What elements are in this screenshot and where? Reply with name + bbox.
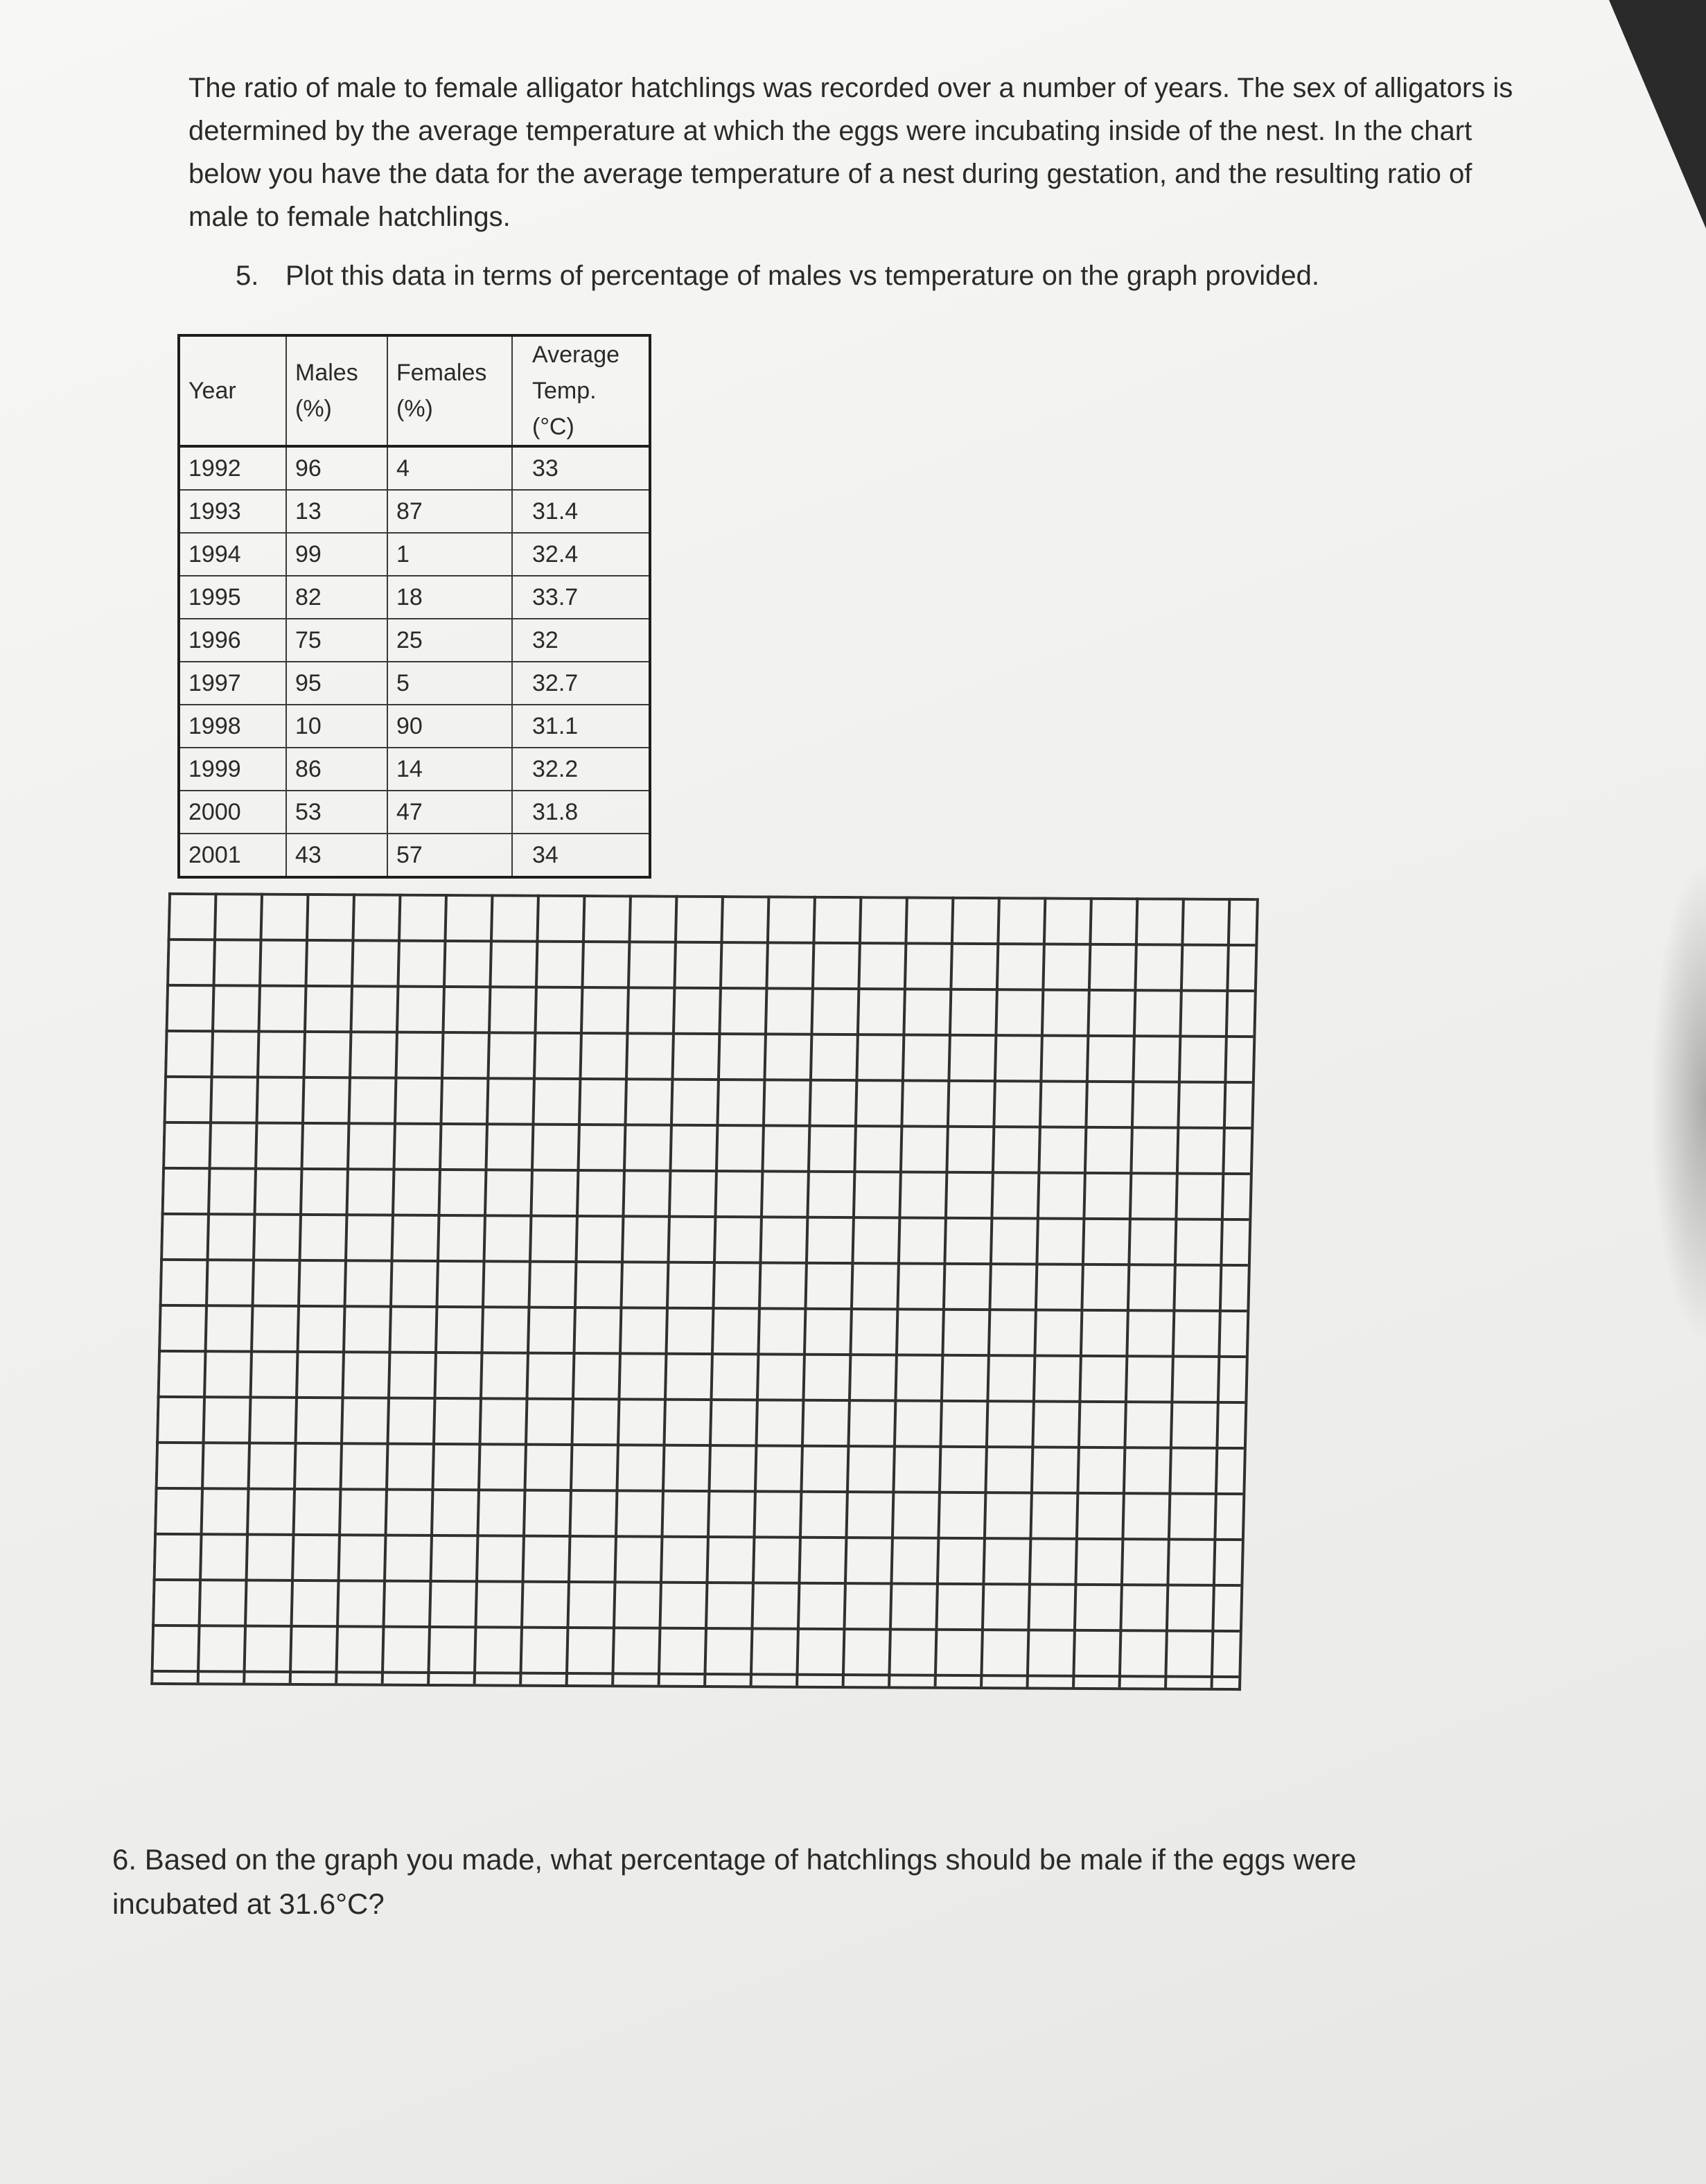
cell-year: 1996	[179, 619, 286, 662]
header-females: Females (%)	[387, 335, 512, 446]
cell-year: 1993	[179, 490, 286, 533]
cell-males: 82	[286, 576, 387, 619]
question-5	[236, 261, 1319, 292]
cell-temp: 33	[512, 446, 650, 490]
table-row	[179, 705, 650, 748]
cell-temp: 32	[512, 619, 650, 662]
cell-males: 75	[286, 619, 387, 662]
question-5-text: Plot this data in terms of percentage of males vs temperature on the graph provided.	[285, 261, 1319, 291]
table-row	[179, 533, 650, 576]
cell-females: 4	[387, 446, 512, 490]
cell-temp: 34	[512, 834, 650, 877]
table-row	[179, 446, 650, 490]
hatchling-data-table	[177, 334, 651, 879]
cell-year: 2000	[179, 791, 286, 834]
cell-temp: 31.1	[512, 705, 650, 748]
cell-females: 14	[387, 748, 512, 791]
cell-females: 87	[387, 490, 512, 533]
cell-males: 43	[286, 834, 387, 877]
cell-males: 53	[286, 791, 387, 834]
table-row	[179, 490, 650, 533]
cell-males: 13	[286, 490, 387, 533]
cell-year: 1997	[179, 662, 286, 705]
cell-males: 10	[286, 705, 387, 748]
cell-males: 86	[286, 748, 387, 791]
header-males: Males (%)	[286, 335, 387, 446]
cell-females: 1	[387, 533, 512, 576]
cell-temp: 32.4	[512, 533, 650, 576]
table-row	[179, 576, 650, 619]
cell-females: 57	[387, 834, 512, 877]
cell-temp: 31.4	[512, 490, 650, 533]
header-temp: Average Temp. (°C)	[512, 335, 650, 446]
cell-females: 5	[387, 662, 512, 705]
cell-males: 99	[286, 533, 387, 576]
cell-year: 1999	[179, 748, 286, 791]
cell-year: 2001	[179, 834, 286, 877]
header-year: Year	[179, 335, 286, 446]
table-row	[179, 662, 650, 705]
cell-males: 95	[286, 662, 387, 705]
cell-females: 18	[387, 576, 512, 619]
finger-shadow	[1651, 859, 1706, 1344]
cell-females: 25	[387, 619, 512, 662]
background-corner	[1609, 0, 1706, 229]
cell-temp: 31.8	[512, 791, 650, 834]
cell-temp: 33.7	[512, 576, 650, 619]
table-row	[179, 834, 650, 877]
cell-temp: 32.7	[512, 662, 650, 705]
blank-graph-grid[interactable]	[150, 892, 1259, 1691]
cell-temp: 32.2	[512, 748, 650, 791]
intro-paragraph: The ratio of male to female alligator hatchlings was recorded over a number of years. The sex of alligators is determined by the average temperature at which the eggs were incubating inside of the nest. In the chart below you have the data for the average temperature of a nest during gestation, and the resulting ratio of male to female hatchlings.	[188, 73, 1513, 232]
table-row	[179, 791, 650, 834]
table-body	[179, 446, 650, 877]
table-header-row	[179, 335, 650, 446]
question-5-number: 5.	[236, 261, 259, 291]
cell-females: 47	[387, 791, 512, 834]
cell-year: 1992	[179, 446, 286, 490]
cell-year: 1998	[179, 705, 286, 748]
question-6: 6. Based on the graph you made, what percentage of hatchlings should be male if the eggs were incubated at 31.6°C?	[112, 1843, 1357, 1920]
cell-year: 1994	[179, 533, 286, 576]
table-row	[179, 619, 650, 662]
cell-females: 90	[387, 705, 512, 748]
cell-males: 96	[286, 446, 387, 490]
table-row	[179, 748, 650, 791]
cell-year: 1995	[179, 576, 286, 619]
